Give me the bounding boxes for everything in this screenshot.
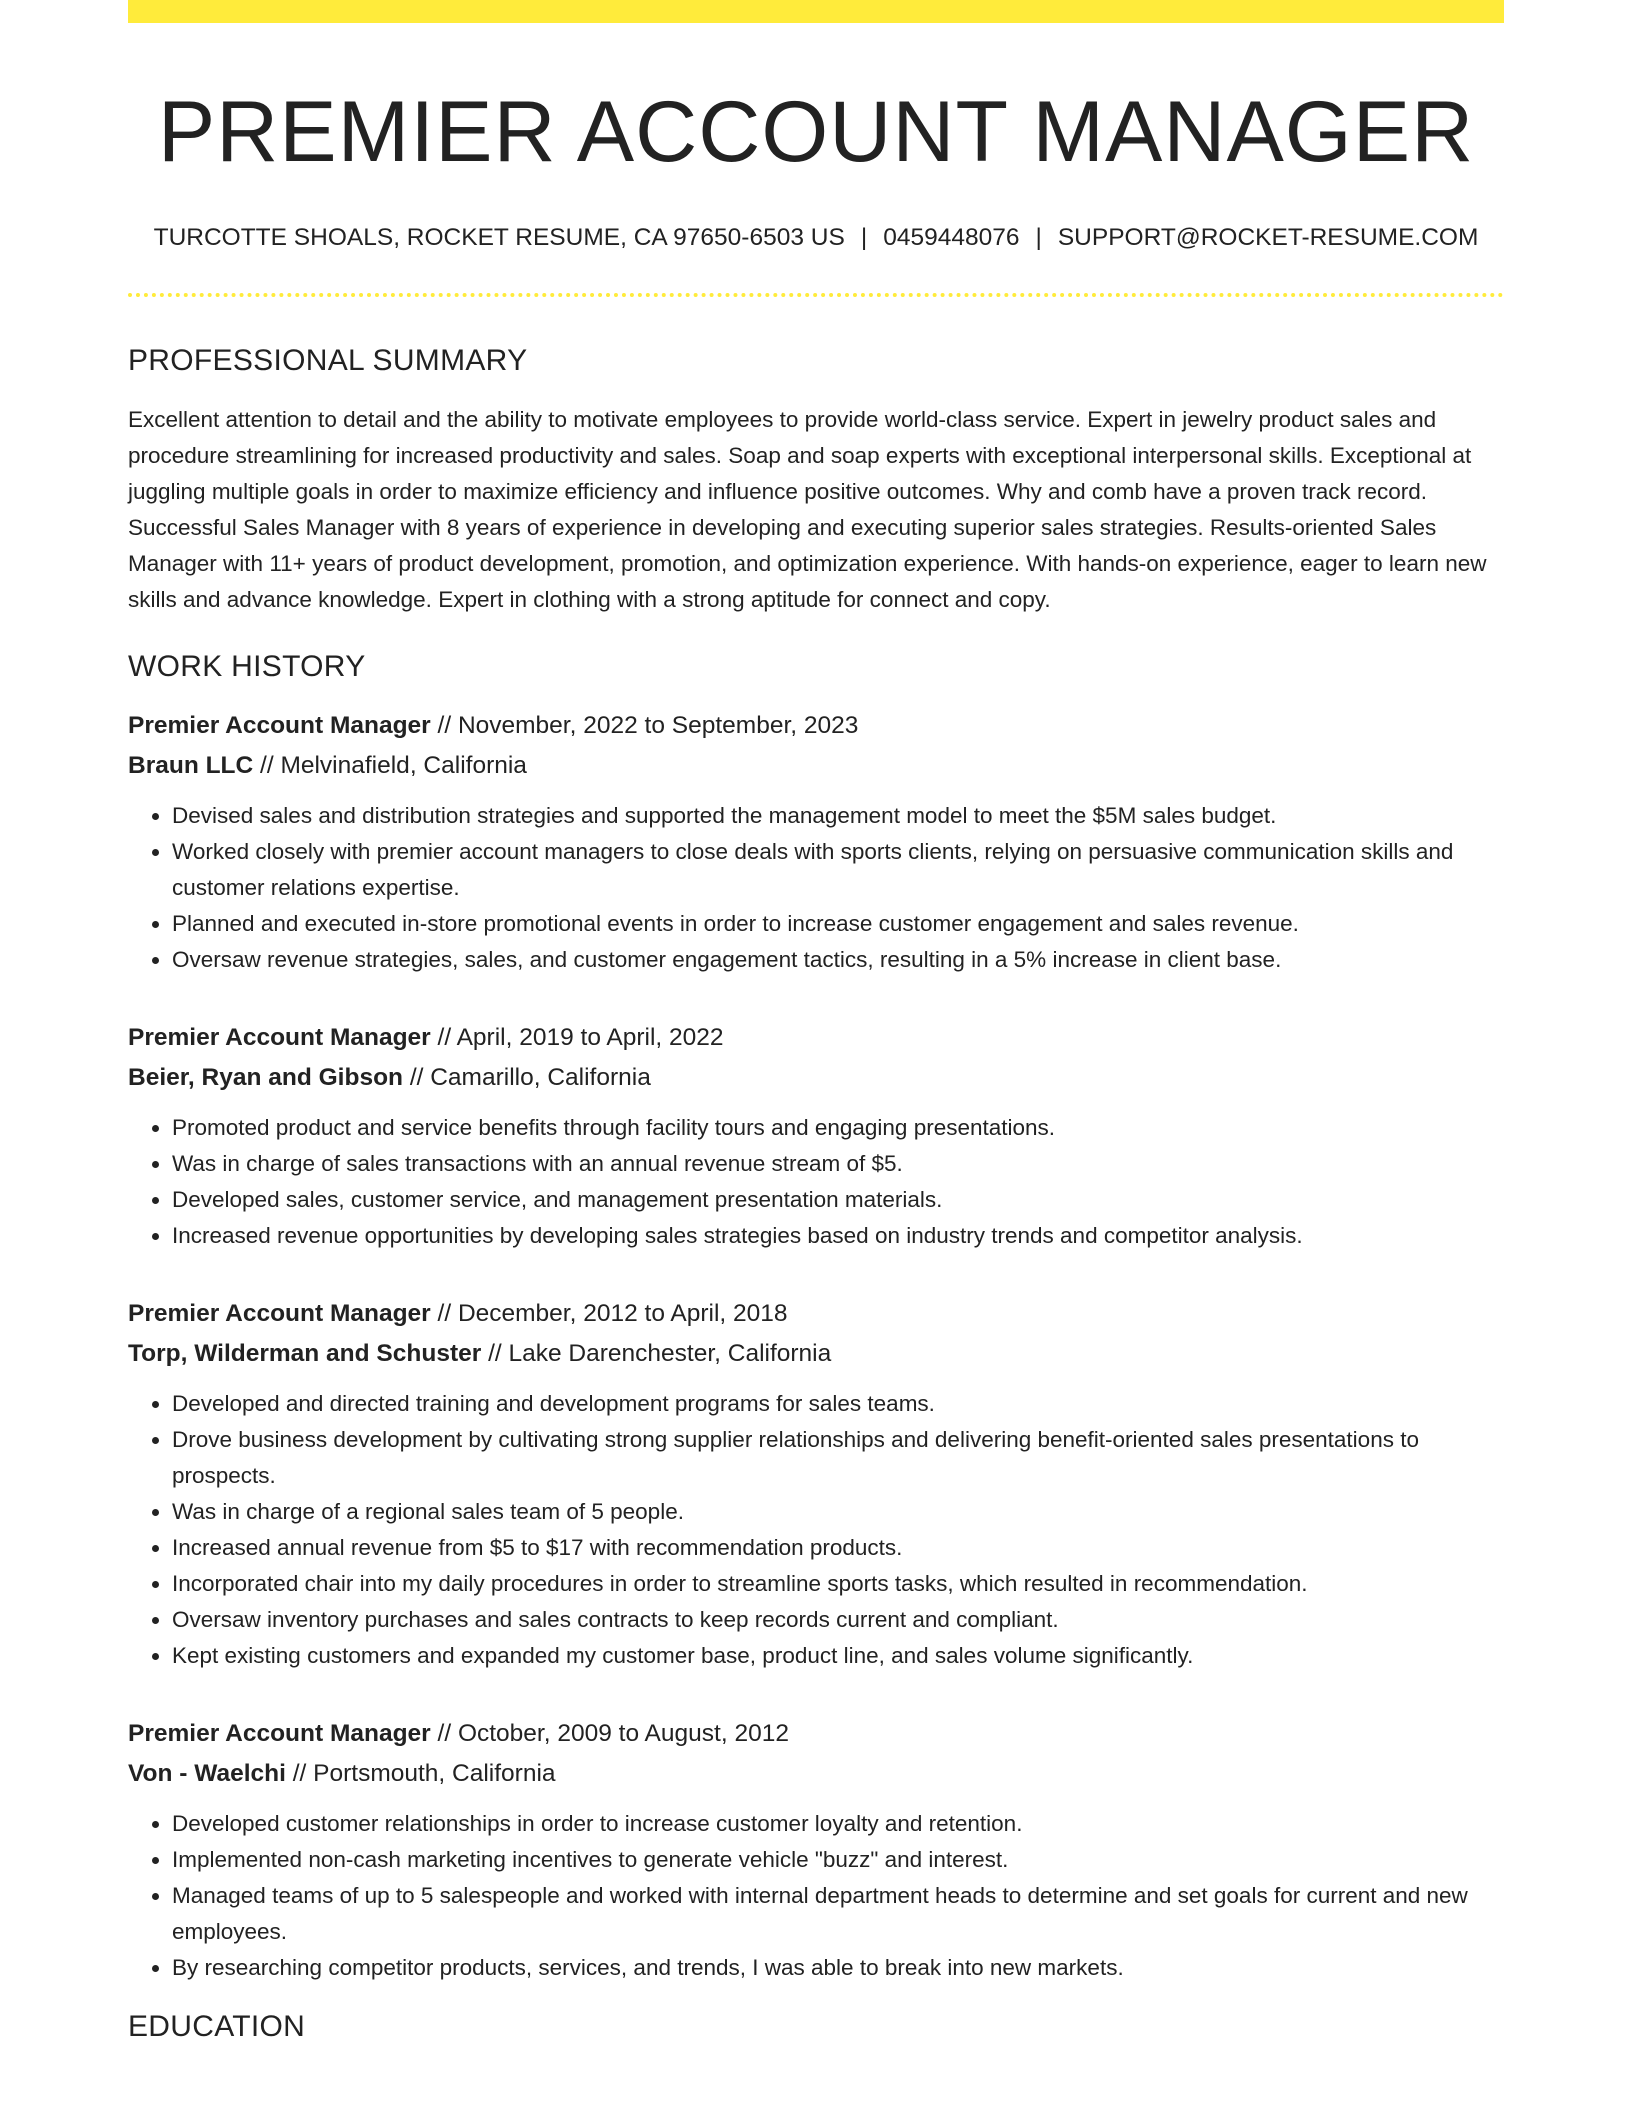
contact-line xyxy=(128,224,1504,252)
list-item: • Managed teams of up to 5 salespeople and worked with internal department heads to determine and set goals for current and new employees. xyxy=(172,1878,1504,1950)
job-company: Braun LLC xyxy=(128,751,254,779)
list-item: • Worked closely with premier account managers to close deals with sports clients, relying on persuasive communication skills and customer relations expertise. xyxy=(172,834,1504,906)
job-entry xyxy=(128,1018,1504,1254)
summary-text: Excellent attention to detail and the ability to motivate employees to provide world-class service. Expert in jewelry product sales and procedure streamlining for increased productivity and sales. Soap and soap experts with exceptional interpersonal skills. Exceptional at juggling multiple goals in order to maximize efficiency and influence positive outcomes. Why and comb have a proven track record. Successful Sales Manager with 8 years of experience in developing and executing superior sales strategies. Results-oriented Sales Manager with 11+ years of product development, promotion, and optimization experience. With hands-on experience, eager to learn new skills and advance knowledge. Expert in clothing with a strong aptitude for connect and copy. xyxy=(128,406,1487,612)
job-dates: // October, 2009 to August, 2012 xyxy=(430,1719,789,1747)
list-item: • Oversaw inventory purchases and sales contracts to keep records current and compliant. xyxy=(172,1602,1504,1638)
job-company-line xyxy=(128,1754,1504,1794)
list-item: • Promoted product and service benefits through facility tours and engaging presentations. xyxy=(172,1110,1504,1146)
contact-email: SUPPORT@ROCKET-RESUME.COM xyxy=(1057,223,1479,251)
job-entry xyxy=(128,706,1504,978)
contact-address: TURCOTTE SHOALS, ROCKET RESUME, CA 97650-6503 US xyxy=(153,223,845,251)
contact-separator: | xyxy=(860,223,868,251)
list-item: • Devised sales and distribution strategies and supported the management model to meet the $5M sales budget. xyxy=(172,798,1504,834)
job-company-line xyxy=(128,746,1504,786)
list-item: • Developed and directed training and development programs for sales teams. xyxy=(172,1386,1504,1422)
education-heading: EDUCATION xyxy=(128,2009,306,2043)
resume-page xyxy=(128,0,1504,2044)
job-role: Premier Account Manager xyxy=(128,1023,431,1051)
job-bullets xyxy=(128,1806,1504,1986)
list-item: • Implemented non-cash marketing incentives to generate vehicle "buzz" and interest. xyxy=(172,1842,1504,1878)
job-location: // Portsmouth, California xyxy=(285,1759,556,1787)
job-title-line xyxy=(128,1294,1504,1334)
job-location: // Lake Darenchester, California xyxy=(481,1339,832,1367)
dotted-divider xyxy=(128,293,1504,297)
job-location: // Camarillo, California xyxy=(403,1063,651,1091)
job-company: Torp, Wilderman and Schuster xyxy=(128,1339,482,1367)
job-company: Beier, Ryan and Gibson xyxy=(128,1063,404,1091)
job-role: Premier Account Manager xyxy=(128,711,431,739)
contact-separator: | xyxy=(1035,223,1042,251)
list-item: • Kept existing customers and expanded my customer base, product line, and sales volume significantly. xyxy=(172,1638,1504,1674)
job-title-line xyxy=(128,1018,1504,1058)
job-entry xyxy=(128,1714,1504,1986)
job-title-line xyxy=(128,706,1504,746)
job-bullets xyxy=(128,798,1504,978)
list-item: • Developed sales, customer service, and management presentation materials. xyxy=(172,1182,1504,1218)
job-role: Premier Account Manager xyxy=(128,1719,431,1747)
summary-heading: PROFESSIONAL SUMMARY xyxy=(128,343,528,377)
accent-top-bar xyxy=(128,0,1504,23)
list-item: • Increased revenue opportunities by developing sales strategies based on industry trends and competitor analysis. xyxy=(172,1218,1504,1254)
job-company: Von - Waelchi xyxy=(128,1759,286,1787)
list-item: • Drove business development by cultivating strong supplier relationships and delivering benefit-oriented sales presentations to prospects. xyxy=(172,1422,1504,1494)
job-company-line xyxy=(128,1058,1504,1098)
job-bullets xyxy=(128,1110,1504,1254)
list-item: • Incorporated chair into my daily procedures in order to streamline sports tasks, which resulted in recommendation. xyxy=(172,1566,1504,1602)
job-dates: // November, 2022 to September, 2023 xyxy=(430,711,859,739)
list-item: • Increased annual revenue from $5 to $17 with recommendation products. xyxy=(172,1530,1504,1566)
work-history-list xyxy=(128,706,1504,1986)
job-bullets xyxy=(128,1386,1504,1674)
contact-phone: 0459448076 xyxy=(883,223,1020,251)
list-item: • Was in charge of sales transactions with an annual revenue stream of $5. xyxy=(172,1146,1504,1182)
list-item: • Was in charge of a regional sales team of 5 people. xyxy=(172,1494,1504,1530)
list-item: • By researching competitor products, services, and trends, I was able to break into new markets. xyxy=(172,1950,1504,1986)
list-item: • Planned and executed in-store promotional events in order to increase customer engagement and sales revenue. xyxy=(172,906,1504,942)
resume-name: PREMIER ACCOUNT MANAGER xyxy=(157,84,1475,180)
job-dates: // April, 2019 to April, 2022 xyxy=(430,1023,724,1051)
job-dates: // December, 2012 to April, 2018 xyxy=(430,1299,788,1327)
work-history-heading: WORK HISTORY xyxy=(128,649,366,683)
list-item: • Oversaw revenue strategies, sales, and customer engagement tactics, resulting in a 5% increase in client base. xyxy=(172,942,1504,978)
job-entry xyxy=(128,1294,1504,1674)
job-company-line xyxy=(128,1334,1504,1374)
job-role: Premier Account Manager xyxy=(128,1299,431,1327)
list-item: • Developed customer relationships in order to increase customer loyalty and retention. xyxy=(172,1806,1504,1842)
job-title-line xyxy=(128,1714,1504,1754)
job-location: // Melvinafield, California xyxy=(253,751,527,779)
